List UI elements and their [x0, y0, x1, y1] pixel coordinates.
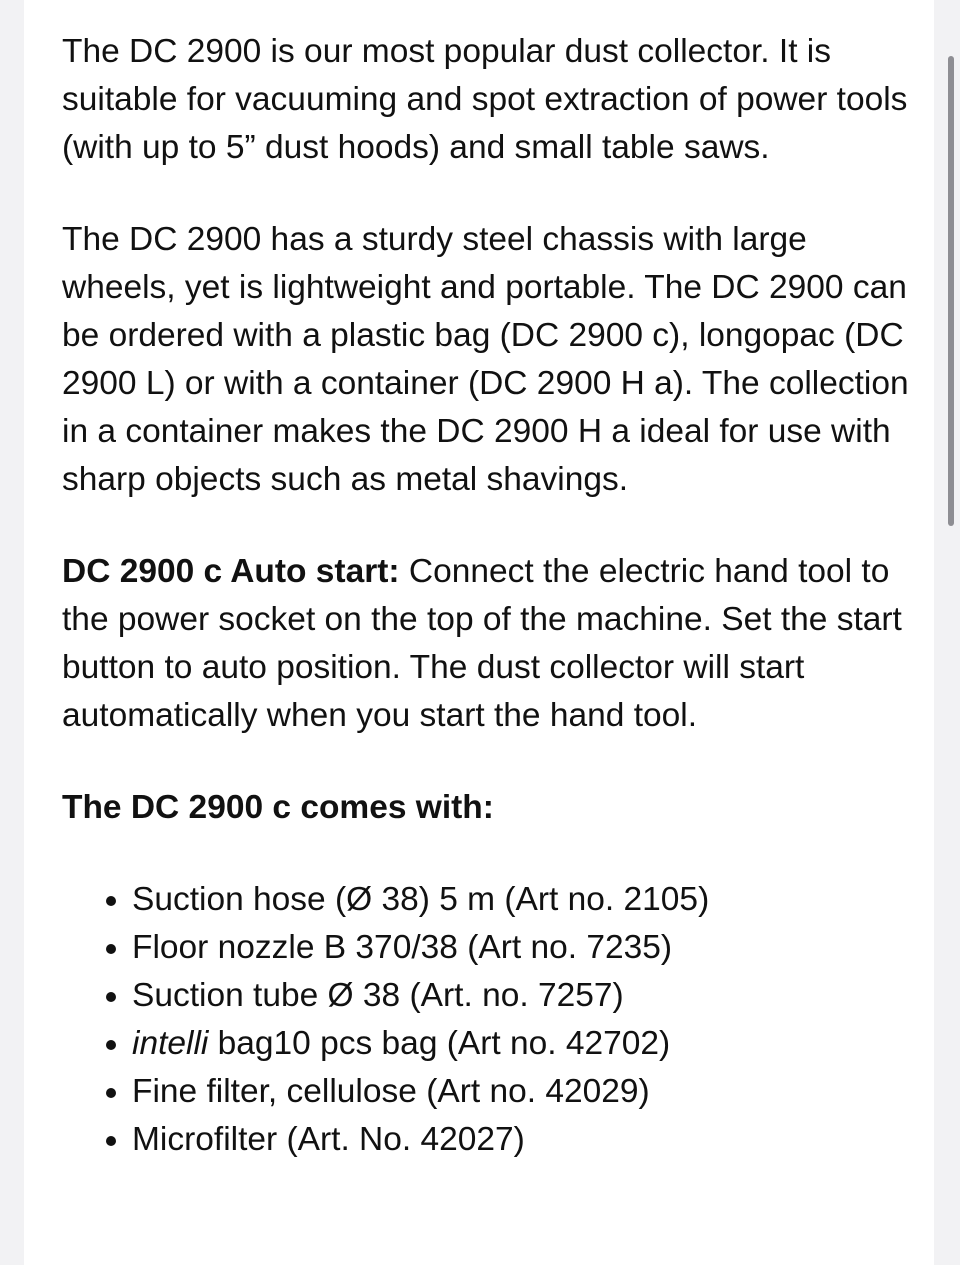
article-body: [62, 28, 912, 1164]
intelli-brand: intelli: [132, 1025, 209, 1062]
list-item: • Floor nozzle B 370/38 (Art no. 7235): [132, 924, 912, 972]
list-item: • Microfilter (Art. No. 42027): [132, 1116, 912, 1164]
scrollbar-thumb[interactable]: [948, 56, 954, 526]
included-items-list: [62, 876, 912, 1164]
scrollbar-track[interactable]: [934, 0, 960, 1265]
auto-start-text: Connect the electric hand tool to the power socket on the top of the machine. Set the start button to auto position. The dust collector will start automatically when you start the hand tool.: [62, 553, 902, 734]
list-item: • intelli bag10 pcs bag (Art no. 42702): [132, 1020, 912, 1068]
intro-paragraph: The DC 2900 is our most popular dust collector. It is suitable for vacuuming and spot extraction of power tools (with up to 5” dust hoods) and small table saws.: [62, 33, 908, 166]
list-item: • Fine filter, cellulose (Art no. 42029): [132, 1068, 912, 1116]
chassis-paragraph: The DC 2900 has a sturdy steel chassis with large wheels, yet is lightweight and portable. The DC 2900 can be ordered with a plastic bag (DC 2900 c), longopac (DC 2900 L) or with a container (DC 2900 H a). The collection in a container makes the DC 2900 H a ideal for use with sharp objects such as metal shavings.: [62, 221, 909, 498]
comes-with-heading: The DC 2900 c comes with:: [62, 789, 494, 826]
list-item: • Suction tube Ø 38 (Art. no. 7257): [132, 972, 912, 1020]
left-margin: [0, 0, 24, 1265]
list-item: • Suction hose (Ø 38) 5 m (Art no. 2105): [132, 876, 912, 924]
auto-start-paragraph: [62, 548, 912, 740]
auto-start-label: DC 2900 c Auto start:: [62, 553, 400, 590]
